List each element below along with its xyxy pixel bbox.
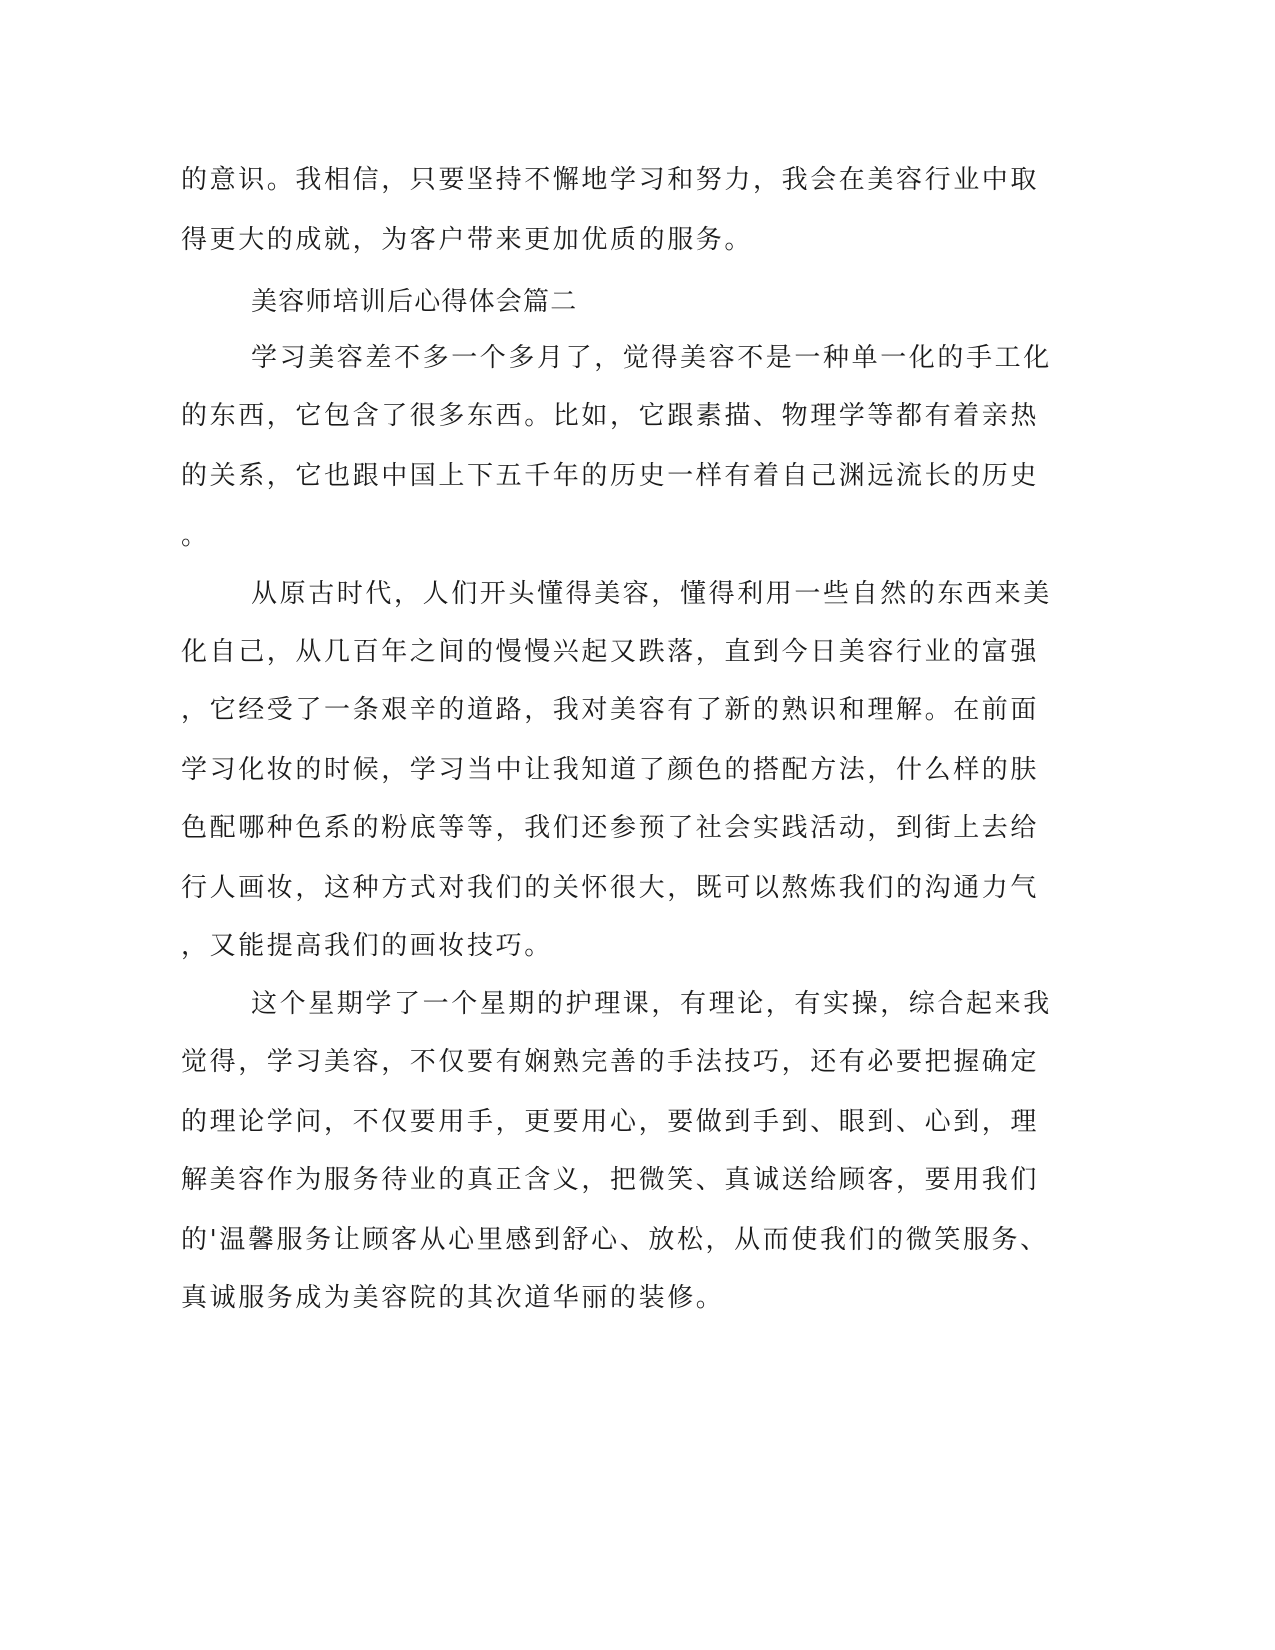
text-line: 行人画妆，这种方式对我们的关怀很大，既可以熬炼我们的沟通力气 bbox=[181, 873, 1040, 903]
text-line: ，它经受了一条艰辛的道路，我对美容有了新的熟识和理解。在前面 bbox=[181, 695, 1040, 725]
text-line: 觉得，学习美容，不仅要有娴熟完善的手法技巧，还有必要把握确定 bbox=[181, 1047, 1040, 1077]
text-line: 化自己，从几百年之间的慢慢兴起又跌落，直到今日美容行业的富强 bbox=[181, 637, 1040, 667]
text-line: 从原古时代，人们开头懂得美容，懂得利用一些自然的东西来美 bbox=[251, 579, 1052, 609]
text-line: 学习化妆的时候，学习当中让我知道了颜色的搭配方法，什么样的肤 bbox=[181, 755, 1040, 785]
text-line: 真诚服务成为美容院的其次道华丽的装修。 bbox=[181, 1283, 725, 1313]
text-line: 解美容作为服务待业的真正含义，把微笑、真诚送给顾客，要用我们 bbox=[181, 1165, 1040, 1195]
text-line: 得更大的成就，为客户带来更加优质的服务。 bbox=[181, 225, 754, 255]
text-line: 。 bbox=[181, 521, 210, 551]
text-line: 的东西，它包含了很多东西。比如，它跟素描、物理学等都有着亲热 bbox=[181, 401, 1040, 431]
text-line: 学习美容差不多一个多月了，觉得美容不是一种单一化的手工化 bbox=[251, 343, 1052, 373]
text-line: 的'温馨服务让顾客从心里感到舒心、放松，从而使我们的微笑服务、 bbox=[181, 1225, 1049, 1255]
text-line: 的关系，它也跟中国上下五千年的历史一样有着自己渊远流长的历史 bbox=[181, 461, 1040, 491]
section-heading: 美容师培训后心得体会篇二 bbox=[251, 287, 578, 317]
text-line: 的意识。我相信，只要坚持不懈地学习和努力，我会在美容行业中取 bbox=[181, 165, 1040, 195]
text-line: 这个星期学了一个星期的护理课，有理论，有实操，综合起来我 bbox=[251, 989, 1052, 1019]
text-line: 色配哪种色系的粉底等等，我们还参预了社会实践活动，到街上去给 bbox=[181, 813, 1040, 843]
text-line: 的理论学问，不仅要用手，更要用心，要做到手到、眼到、心到，理 bbox=[181, 1107, 1040, 1137]
text-line: ，又能提高我们的画妆技巧。 bbox=[181, 931, 553, 961]
